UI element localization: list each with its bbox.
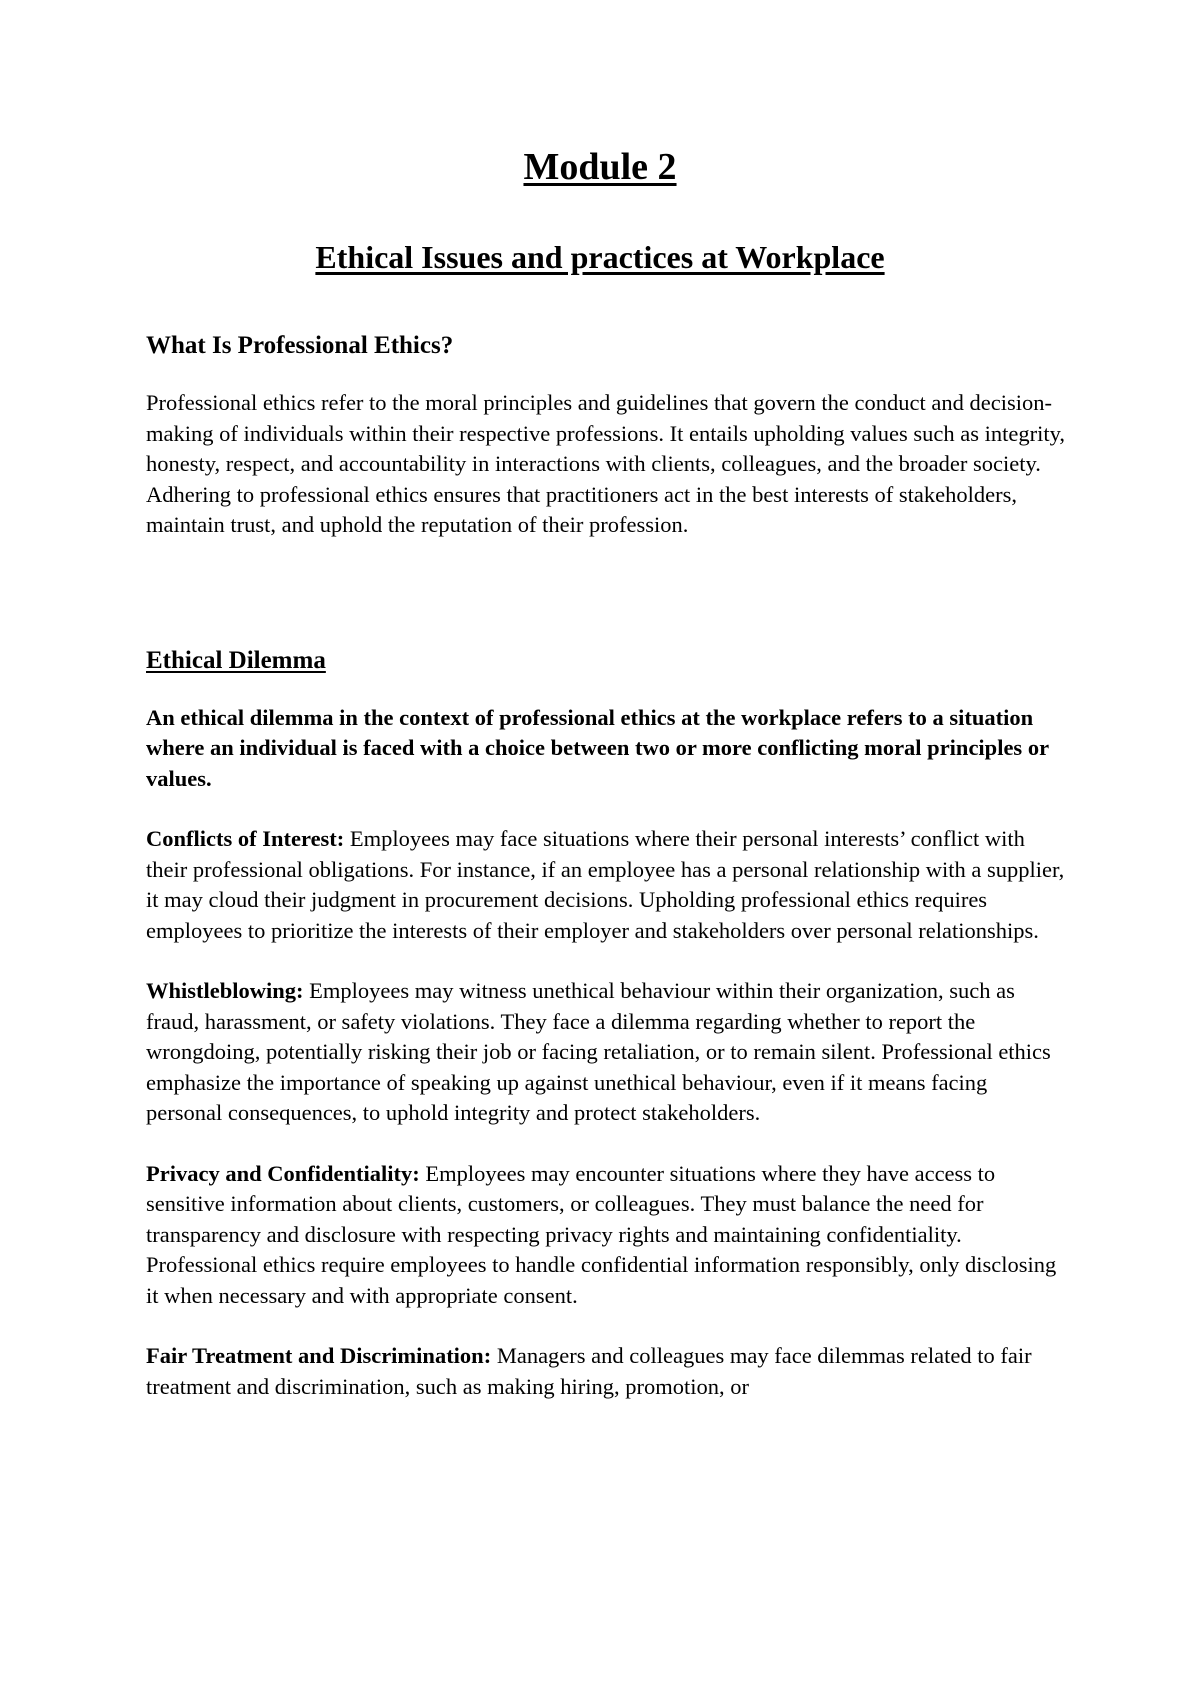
section-heading-ethical-dilemma: Ethical Dilemma [146, 646, 326, 674]
dilemma-description: Employees may face situations where their personal interests’ conflict with their professional obligations. For instance, if an employee has a personal relationship with a supplier, it may cloud their judgment in procurement decisions. Upholding professional ethics requires employees to prioritize the interests of their employer and stakeholders over personal relationships. [146, 826, 1065, 943]
ethical-dilemma-definition: An ethical dilemma in the context of professional ethics at the workplace refers to a situation where an individual is faced with a choice between two or more conflicting moral principles or values. [146, 704, 1049, 791]
document-body [146, 330, 1066, 1432]
dilemma-term: Fair Treatment and Discrimination: [146, 1343, 492, 1368]
dilemma-term: Privacy and Confidentiality: [146, 1160, 420, 1186]
dilemma-description: Employees may encounter situations where they have access to sensitive information about clients, customers, or colleagues. They must balance the need for transparency and disclosure with respecting privacy rights and maintaining confidentiality. Professional ethics require employees to handle confidential information responsibly, only disclosing it when necessary and with appropriate consent. [146, 1160, 1057, 1308]
module-title: Module 2 [523, 146, 677, 188]
dilemma-term: Conflicts of Interest: [146, 826, 345, 851]
dilemma-description: Managers and colleagues may face dilemmas related to fair treatment and discrimination, such as making hiring, promotion, or [146, 1343, 1032, 1399]
dilemma-item-whistleblowing [146, 976, 1066, 1129]
dilemma-term: Whistleblowing: [146, 978, 304, 1003]
dilemma-item-fair-treatment [146, 1341, 1066, 1402]
dilemma-item-conflicts-of-interest [146, 824, 1066, 946]
section-gap [146, 571, 1066, 645]
dilemma-item-privacy-confidentiality [146, 1159, 1066, 1312]
professional-ethics-paragraph: Professional ethics refer to the moral principles and guidelines that govern the conduct and decision-making of individuals within their respective professions. It entails upholding values such as integrity, honesty, respect, and accountability in interactions with clients, colleagues, and the broader society. Adhering to professional ethics ensures that practitioners act in the best interests of stakeholders, maintain trust, and uphold the reputation of their profession. [146, 390, 1065, 537]
document-subtitle: Ethical Issues and practices at Workplace [315, 239, 885, 275]
section-heading-professional-ethics: What Is Professional Ethics? [146, 332, 454, 359]
dilemma-description: Employees may witness unethical behaviour within their organization, such as fraud, harassment, or safety violations. They face a dilemma regarding whether to report the wrongdoing, potentially risking their job or facing retaliation, or to remain silent. Professional ethics emphasize the importance of speaking up against unethical behaviour, even if it means facing personal consequences, to uphold integrity and protect stakeholders. [146, 978, 1051, 1125]
